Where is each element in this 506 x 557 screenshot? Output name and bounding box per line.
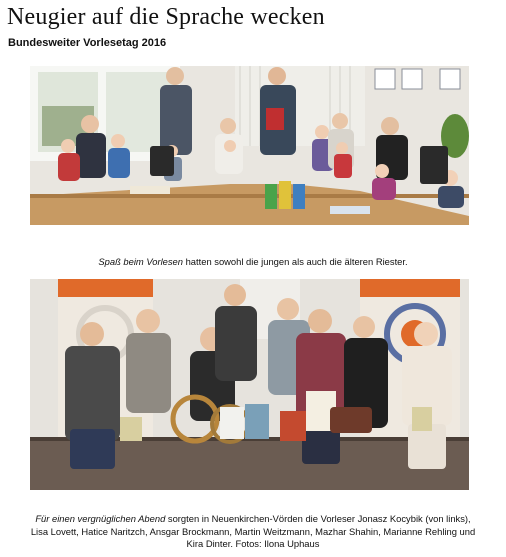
bottom-photo-caption xyxy=(0,513,506,551)
bottom-caption-text-1: sorgten in Neuenkirchen-Vörden die Vorleser Jonasz Kocybik (von links), xyxy=(165,513,471,524)
top-caption-italic: Spaß beim Vorlesen xyxy=(98,256,183,268)
top-caption-text: hatten sowohl die jungen als auch die älteren Riester. xyxy=(182,256,408,268)
reading-group-photo xyxy=(30,66,469,225)
bottom-caption-line-1 xyxy=(0,513,506,526)
readers-group-photo xyxy=(30,279,469,490)
bottom-caption-line-3: Kira Dinter. Fotos: Ilona Uphaus xyxy=(186,538,320,549)
bottom-caption-line-2: Lisa Lovett, Hatice Naritzch, Ansgar Brockmann, Martin Weitzmann, Mazhar Shahin, Marianne Rehling und xyxy=(30,525,476,537)
top-photo-caption xyxy=(0,256,506,269)
article-headline: Neugier auf die Sprache wecken xyxy=(7,4,325,30)
bottom-caption-italic: Für einen vergnüglichen Abend xyxy=(35,513,166,524)
article-subheadline: Bundesweiter Vorlesetag 2016 xyxy=(8,37,167,49)
